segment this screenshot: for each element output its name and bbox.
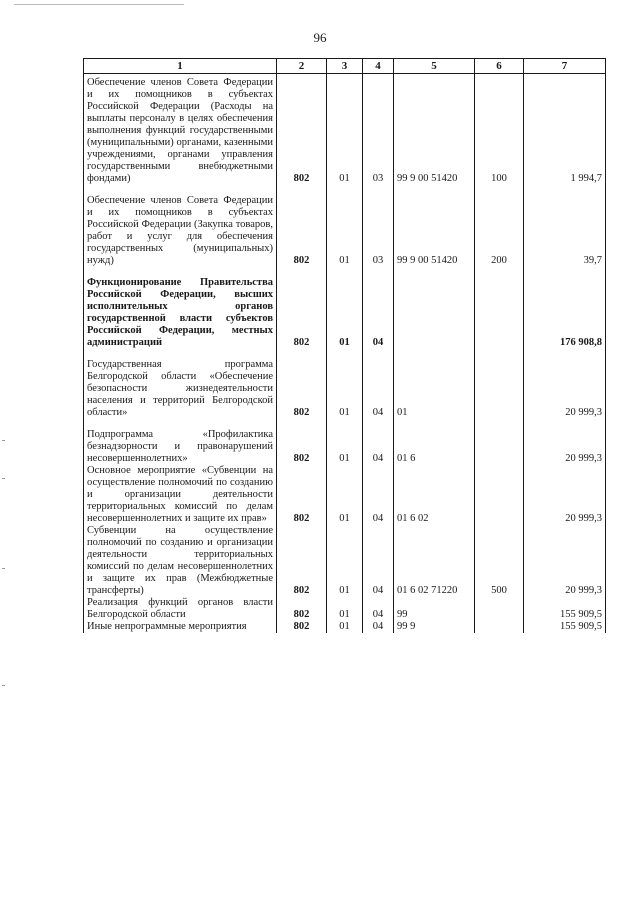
row-csr: 99 9 00 51420 (394, 195, 475, 277)
row-ved: 802 (277, 465, 327, 525)
row-csr: 99 (394, 597, 475, 621)
header-col-6: 6 (475, 59, 524, 74)
row-rz: 01 (327, 465, 363, 525)
row-vr (475, 621, 524, 633)
table-row (84, 277, 606, 359)
row-sum: 20 999,3 (524, 525, 606, 597)
row-ved: 802 (277, 429, 327, 465)
row-ved: 802 (277, 74, 327, 196)
row-pr: 04 (363, 277, 394, 359)
row-sum: 20 999,3 (524, 429, 606, 465)
row-pr: 04 (363, 525, 394, 597)
row-csr: 01 6 02 (394, 465, 475, 525)
row-pr: 04 (363, 359, 394, 429)
row-vr (475, 597, 524, 621)
row-name: Субвенции на осуществление полномочий по созданию и организации деятельности территориальных комиссий по делам несовершеннолетних и защите их прав (Межбюджетные трансферты) (84, 525, 277, 597)
row-vr: 100 (475, 74, 524, 196)
table-row (84, 621, 606, 633)
row-name: Обеспечение членов Совета Федерации и их помощников в субъектах Российской Федерации (Расходы на выплаты персоналу в целях обеспечения выполнения функций государственными (муниципальными) органами, казенными учреждениями, органами управления государственными внебюджетными фондами) (84, 74, 277, 196)
header-col-3: 3 (327, 59, 363, 74)
row-pr: 03 (363, 195, 394, 277)
row-pr: 04 (363, 621, 394, 633)
row-ved: 802 (277, 597, 327, 621)
row-name: Иные непрограммные мероприятия (84, 621, 277, 633)
scan-edge-mark (2, 440, 5, 441)
row-rz: 01 (327, 429, 363, 465)
scan-edge-mark (2, 478, 5, 479)
table-row (84, 597, 606, 621)
scan-edge-mark (2, 568, 5, 569)
row-vr (475, 465, 524, 525)
header-col-4: 4 (363, 59, 394, 74)
row-csr: 99 9 (394, 621, 475, 633)
header-col-1: 1 (84, 59, 277, 74)
row-sum: 39,7 (524, 195, 606, 277)
row-name: Подпрограмма «Профилактика безнадзорности и правонарушений несовершеннолетних» (84, 429, 277, 465)
row-ved: 802 (277, 621, 327, 633)
row-sum: 1 994,7 (524, 74, 606, 196)
row-vr (475, 429, 524, 465)
table-row (84, 429, 606, 465)
row-rz: 01 (327, 359, 363, 429)
row-sum: 155 909,5 (524, 621, 606, 633)
row-csr: 99 9 00 51420 (394, 74, 475, 196)
row-pr: 04 (363, 597, 394, 621)
row-ved: 802 (277, 359, 327, 429)
row-rz: 01 (327, 74, 363, 196)
row-csr: 01 (394, 359, 475, 429)
row-sum: 155 909,5 (524, 597, 606, 621)
scan-edge-mark (2, 685, 5, 686)
row-csr: 01 6 02 71220 (394, 525, 475, 597)
row-rz: 01 (327, 621, 363, 633)
header-row (84, 59, 606, 74)
table-row (84, 359, 606, 429)
header-col-5: 5 (394, 59, 475, 74)
table-row (84, 74, 606, 196)
row-sum: 20 999,3 (524, 359, 606, 429)
row-pr: 04 (363, 465, 394, 525)
row-csr: 01 6 (394, 429, 475, 465)
row-rz: 01 (327, 277, 363, 359)
row-ved: 802 (277, 195, 327, 277)
table-row (84, 525, 606, 597)
row-sum: 20 999,3 (524, 465, 606, 525)
table-row (84, 465, 606, 525)
scan-top-mark (14, 4, 184, 6)
header-col-7: 7 (524, 59, 606, 74)
row-ved: 802 (277, 525, 327, 597)
row-vr: 500 (475, 525, 524, 597)
row-name: Функционирование Правительства Российской Федерации, высших исполнительных органов государственной власти субъектов Российской Федерации, местных администраций (84, 277, 277, 359)
row-ved: 802 (277, 277, 327, 359)
row-name: Реализация функций органов власти Белгородской области (84, 597, 277, 621)
row-name: Основное мероприятие «Субвенции на осуществление полномочий по созданию и организации деятельности территориальных комиссий по делам несовершеннолетних и защите их прав» (84, 465, 277, 525)
budget-table (83, 58, 606, 633)
row-vr (475, 277, 524, 359)
row-csr (394, 277, 475, 359)
page-number: 96 (313, 30, 327, 45)
header-col-2: 2 (277, 59, 327, 74)
row-name: Обеспечение членов Совета Федерации и их помощников в субъектах Российской Федерации (Закупка товаров, работ и услуг для обеспечения государственных (муниципальных) нужд) (84, 195, 277, 277)
row-rz: 01 (327, 195, 363, 277)
row-vr (475, 359, 524, 429)
row-pr: 03 (363, 74, 394, 196)
row-name: Государственная программа Белгородской области «Обеспечение безопасности жизнедеятельности населения и территорий Белгородской области» (84, 359, 277, 429)
table-row (84, 195, 606, 277)
row-rz: 01 (327, 597, 363, 621)
row-pr: 04 (363, 429, 394, 465)
row-rz: 01 (327, 525, 363, 597)
row-sum: 176 908,8 (524, 277, 606, 359)
row-vr: 200 (475, 195, 524, 277)
